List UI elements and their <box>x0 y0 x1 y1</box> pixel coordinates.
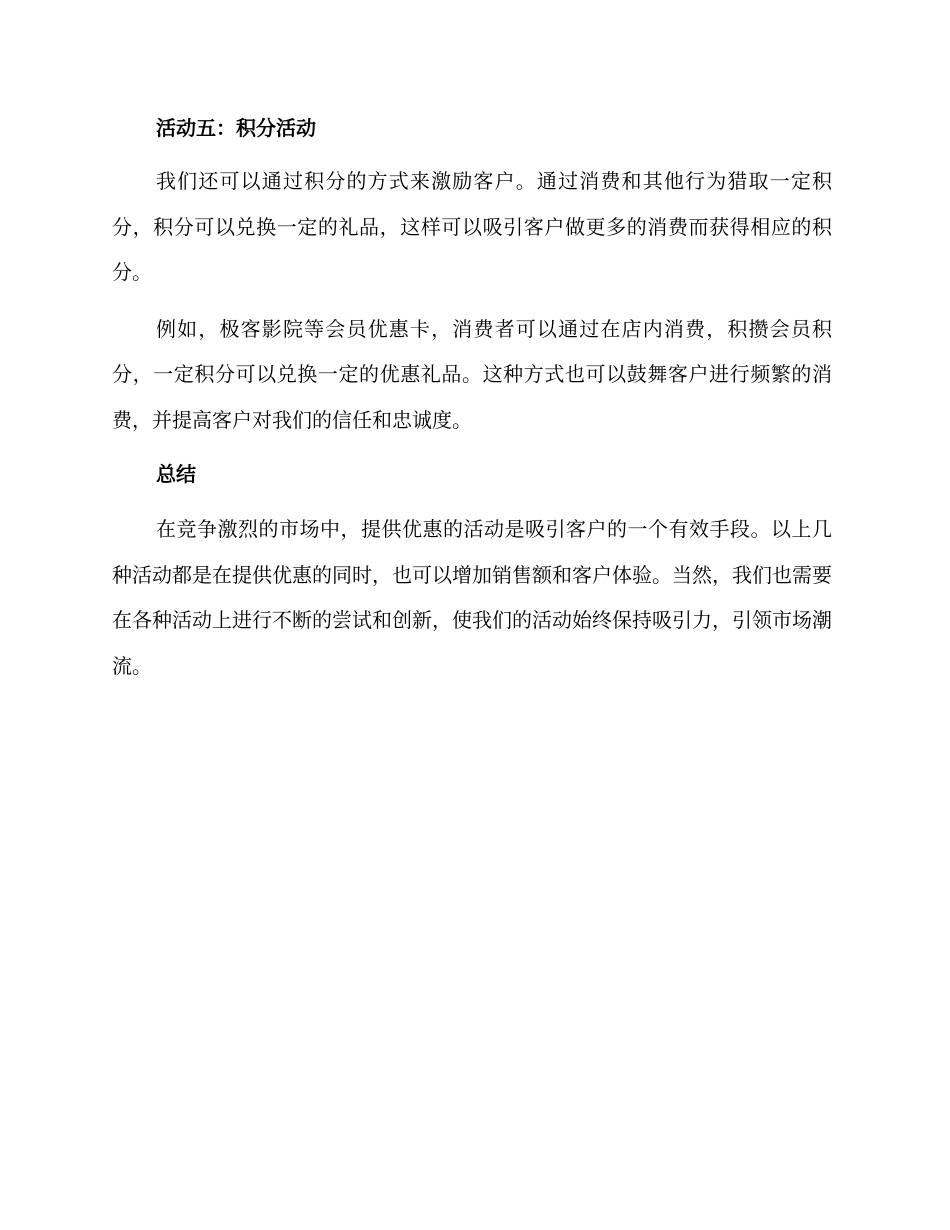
paragraph-points-intro: 我们还可以通过积分的方式来激励客户。通过消费和其他行为猎取一定积分，积分可以兑换一定的礼品，这样可以吸引客户做更多的消费而获得相应的积分。 <box>112 169 832 284</box>
section-heading-points-activity: 活动五：积分活动 <box>156 116 316 140</box>
paragraph-summary: 在竞争激烈的市场中，提供优惠的活动是吸引客户的一个有效手段。以上几种活动都是在提供优惠的同时，也可以增加销售额和客户体验。当然，我们也需要在各种活动上进行不断的尝试和创新，使我们的活动始终保持吸引力，引领市场潮流。 <box>112 517 832 678</box>
section-heading-summary: 总结 <box>156 462 196 486</box>
document-page <box>112 110 832 689</box>
paragraph-points-example: 例如，极客影院等会员优惠卡，消费者可以通过在店内消费，积攒会员积分，一定积分可以兑换一定的优惠礼品。这种方式也可以鼓舞客户进行频繁的消费，并提高客户对我们的信任和忠诚度。 <box>112 316 832 432</box>
